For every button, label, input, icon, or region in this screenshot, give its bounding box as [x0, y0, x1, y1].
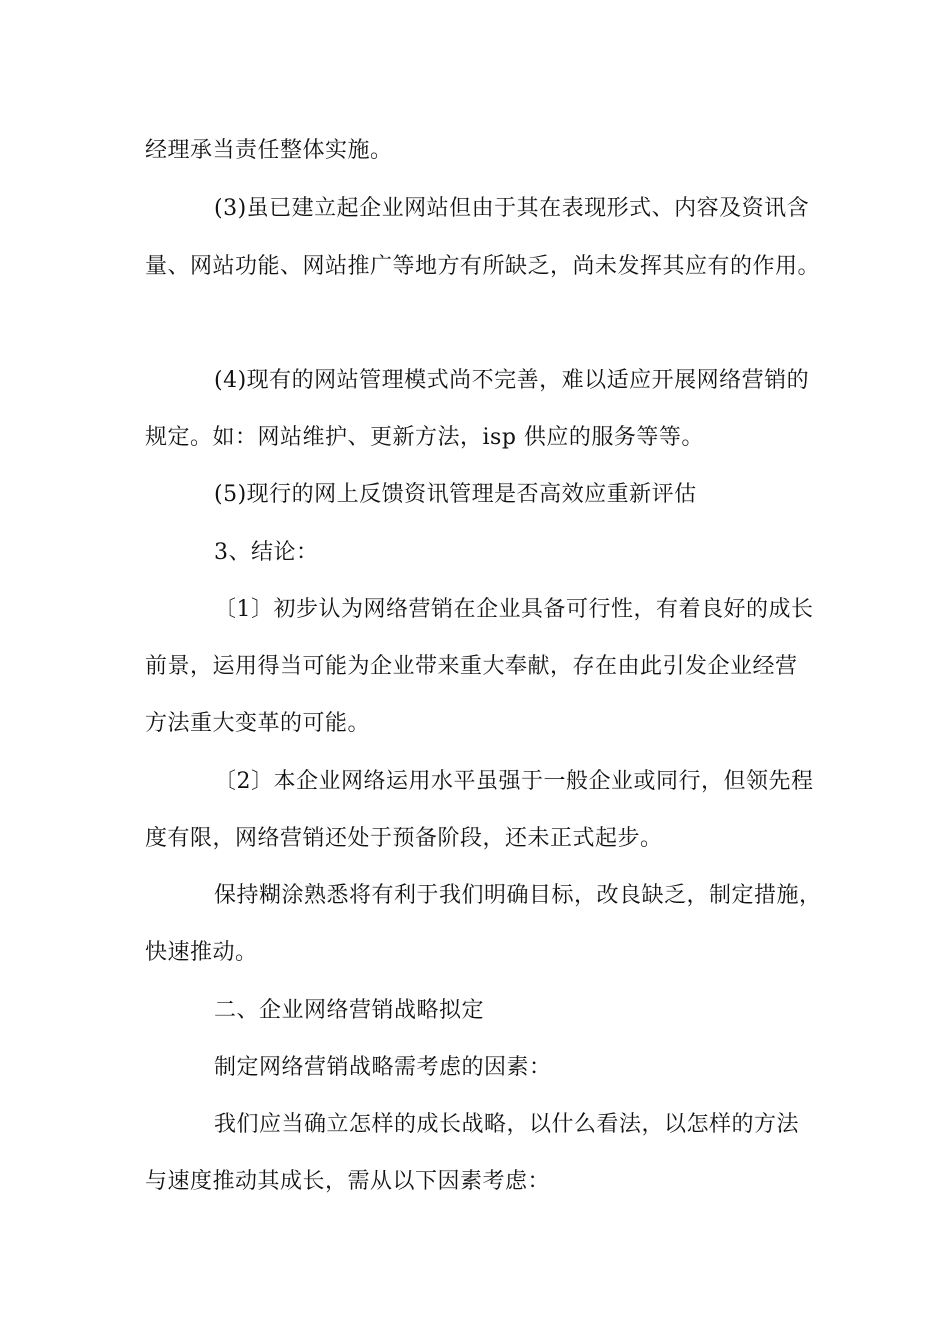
text-line: (5)现行的网上反馈资讯管理是否高效应重新评估 — [214, 482, 697, 507]
text-line: (4)现有的网站管理模式尚不完善，难以适应开展网络营销的 — [214, 368, 810, 393]
text-line: (3)虽已建立起企业网站但由于其在表现形式、内容及资讯含 — [214, 196, 810, 221]
text-line: 方法重大变革的可能。 — [145, 711, 371, 736]
text-line: 保持糊涂熟悉将有利于我们明确目标，改良缺乏，制定措施， — [214, 883, 822, 908]
text-line: 〔2〕本企业网络运用水平虽强于一般企业或同行，但领先程 — [214, 769, 814, 794]
text-line: 二、企业网络营销战略拟定 — [214, 998, 485, 1023]
text-line: 规定。如：网站维护、更新方法，isp 供应的服务等等。 — [145, 425, 704, 450]
text-line: 与速度推动其成长，需从以下因素考虑： — [145, 1169, 551, 1194]
text-line: 我们应当确立怎样的成长战略，以什么看法，以怎样的方法 — [214, 1112, 800, 1137]
text-line: 〔1〕初步认为网络营销在企业具备可行性，有着良好的成长 — [214, 597, 814, 622]
text-line: 量、网站功能、网站推广等地方有所缺乏，尚未发挥其应有的作用。 — [145, 254, 821, 279]
text-line: 度有限，网络营销还处于预备阶段，还未正式起步。 — [145, 826, 663, 851]
text-line: 前景，运用得当可能为企业带来重大奉献，存在由此引发企业经营 — [145, 654, 798, 679]
text-line: 快速推动。 — [145, 940, 258, 965]
text-line: 3、结论： — [214, 540, 319, 565]
text-line: 制定网络营销战略需考虑的因素： — [214, 1055, 552, 1080]
text-line: 经理承当责任整体实施。 — [145, 138, 393, 163]
